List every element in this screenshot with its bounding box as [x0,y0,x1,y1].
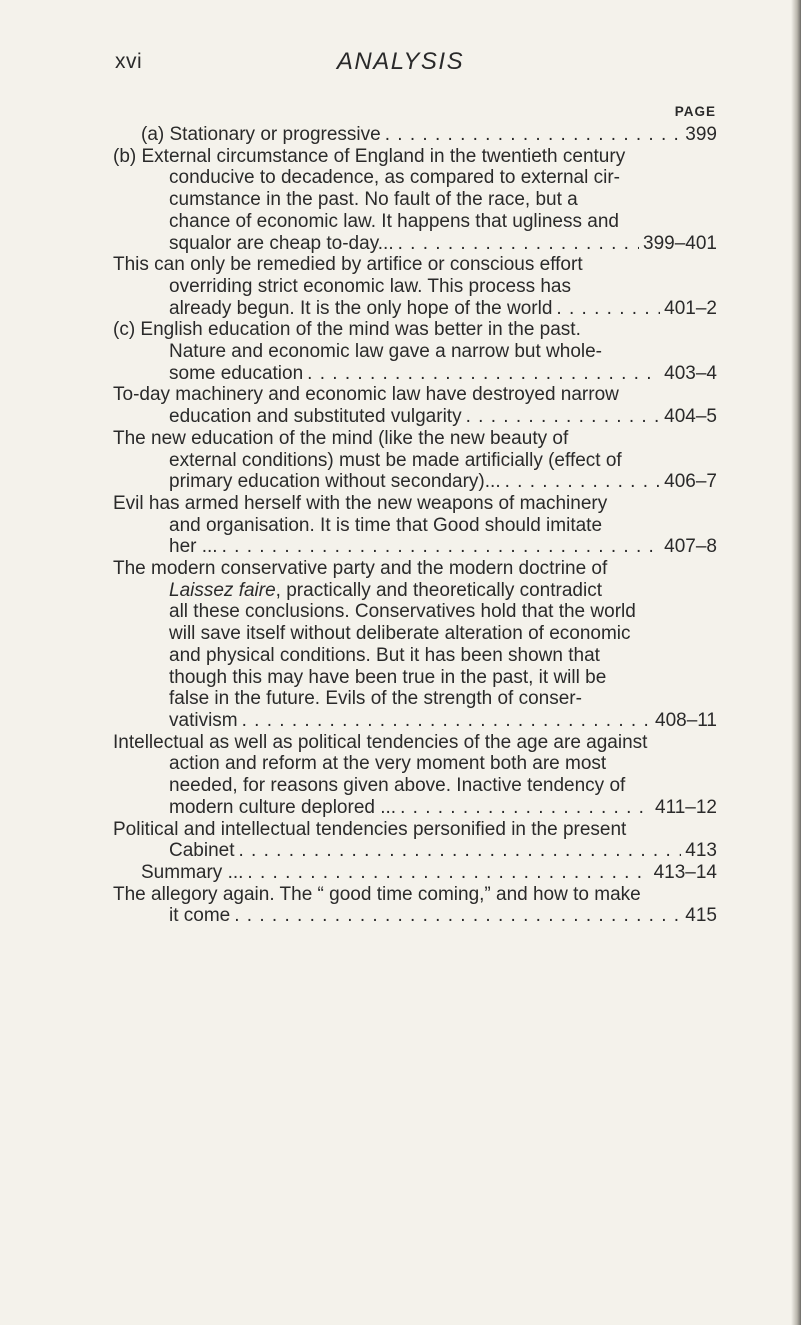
entry-text: This can only be remedied by artifice or conscious effort [113,254,583,276]
dot-leader [222,536,661,558]
entry-text: To-day machinery and economic law have destroyed narrow [113,384,619,406]
entry-text: education and substituted vulgarity [169,406,462,428]
page-ref: 399 [685,124,717,145]
analysis-entry [113,428,717,493]
page-ref: 408–11 [655,709,717,731]
page-ref: 407–8 [664,536,717,558]
dot-leader [247,862,649,884]
analysis-entry [113,862,717,884]
dot-leader [398,233,639,255]
page-ref: 401–2 [664,297,717,319]
entry-text: will save itself without deliberate alteration of economic [169,623,631,645]
page-ref: 413–14 [653,861,717,883]
page-edge-shadow [791,0,801,1325]
entry-text: (c) English education of the mind was better in the past. [113,319,581,341]
analysis-entry [113,884,717,927]
page-ref: 413 [685,840,717,862]
dot-leader [505,471,661,493]
entry-text: needed, for reasons given above. Inactive tendency of [169,775,626,797]
dot-leader [466,406,661,428]
page-ref: 399–401 [643,232,717,254]
analysis-entry [113,732,717,819]
entry-text: Intellectual as well as political tendencies of the age are against [113,731,648,753]
entry-text: action and reform at the very moment both are most [169,753,607,775]
dot-leader [385,124,682,146]
dot-leader [307,363,660,385]
dot-leader [239,840,682,862]
entry-text: modern culture deplored ... [169,796,397,818]
page-ref: 404–5 [664,406,717,428]
entry-text: (b) External circumstance of England in the twentieth century [113,145,626,167]
page-folio: xvi [115,50,143,73]
dot-leader [400,797,651,819]
entry-text: Evil has armed herself with the new weapons of machinery [113,492,608,514]
entry-text: The new education of the mind (like the new beauty of [113,427,569,449]
entry-text: The allegory again. The “ good time coming,” and how to make [113,883,641,905]
entry-text: (a) Stationary or progressive [141,124,381,145]
running-head: ANALYSIS [336,48,465,75]
entry-text: Political and intellectual tendencies personified in the present [113,818,627,840]
dot-leader [556,298,660,320]
entry-text: though this may have been true in the past, it will be [169,666,607,688]
entry-text: Nature and economic law gave a narrow but whole- [169,341,603,363]
entry-text: overriding strict economic law. This process has [169,275,571,297]
entry-text: her ... [169,536,218,558]
analysis-entry [113,384,717,427]
analysis-entry [113,254,717,319]
entry-text: chance of economic law. It happens that ugliness and [169,210,619,232]
analysis-entry [113,819,717,862]
dot-leader [234,905,681,927]
entry-text: conducive to decadence, as compared to external cir- [169,167,620,189]
page-ref: 411–12 [655,796,717,818]
entry-text: all these conclusions. Conservatives hold that the world [169,601,636,623]
entry-text: false in the future. Evils of the strength of conser- [169,688,582,710]
entry-text: vativism [169,709,238,731]
entry-text: external conditions) must be made artificially (effect of [169,449,622,471]
entry-text: The modern conservative party and the modern doctrine of [113,558,608,580]
entry-text: Summary ... [141,861,244,883]
analysis-list [113,124,717,927]
page-ref: 403–4 [664,362,717,384]
entry-text: , practically and theoretically contradict [275,579,602,601]
entry-text: and physical conditions. But it has been shown that [169,644,600,666]
entry-text: squalor are cheap to-day... [169,232,394,254]
entry-text: it come [169,905,231,927]
page-ref: 415 [685,905,717,927]
analysis-entry [113,493,717,558]
entry-text: already begun. It is the only hope of the world [169,297,553,319]
analysis-entry [113,558,717,732]
analysis-entry [113,146,717,255]
analysis-entry [113,124,717,146]
entry-text: some education [169,362,304,384]
analysis-entry [113,319,717,384]
dot-leader [242,710,651,732]
page-ref: 406–7 [664,471,717,493]
entry-text-with-italic [141,580,717,602]
page-column-label: PAGE [674,104,716,119]
entry-text: and organisation. It is time that Good should imitate [169,514,603,536]
entry-text: cumstance in the past. No fault of the race, but a [169,189,578,211]
entry-text: primary education without secondary)... [169,471,501,493]
entry-text: Cabinet [169,840,235,862]
italic-phrase: Laissez faire [169,579,276,601]
